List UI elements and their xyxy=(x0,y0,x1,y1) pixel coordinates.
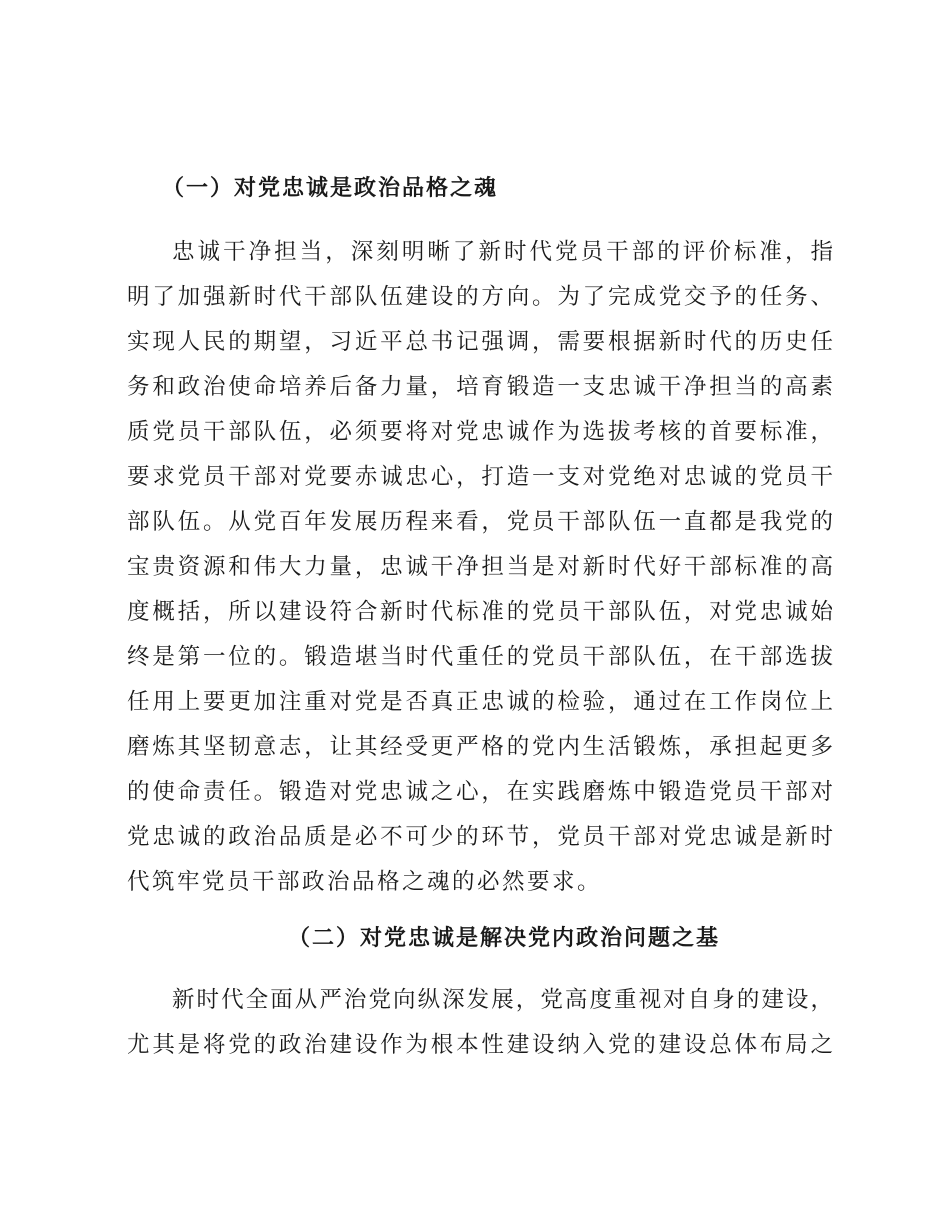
paragraph-line: 的使命责任。锻造对党忠诚之心，在实践磨炼中锻造党员干部对 xyxy=(127,779,833,805)
paragraph-line: 党忠诚的政治品质是必不可少的环节，党员干部对党忠诚是新时 xyxy=(127,824,833,850)
section-heading-2: （二）对党忠诚是解决党内政治问题之基 xyxy=(288,925,721,951)
paragraph-line: 度概括，所以建设符合新时代标准的党员干部队伍，对党忠诚始 xyxy=(127,599,833,625)
paragraph-line: 代筑牢党员干部政治品格之魂的必然要求。 xyxy=(127,869,603,895)
paragraph-line: 尤其是将党的政治建设作为根本性建设纳入党的建设总体布局之 xyxy=(127,1032,833,1058)
paragraph-line: 质党员干部队伍，必须要将对党忠诚作为选拔考核的首要标准， xyxy=(127,419,833,445)
paragraph-line: 实现人民的期望，习近平总书记强调，需要根据新时代的历史任 xyxy=(127,329,833,355)
paragraph-line: 明了加强新时代干部队伍建设的方向。为了完成党交予的任务、 xyxy=(127,284,833,310)
section-heading-1: （一）对党忠诚是政治品格之魂 xyxy=(162,175,499,201)
paragraph-line: 要求党员干部对党要赤诚忠心，打造一支对党绝对忠诚的党员干 xyxy=(127,464,833,490)
paragraph-line: 新时代全面从严治党向纵深发展，党高度重视对自身的建设， xyxy=(172,987,833,1013)
paragraph-line: 磨炼其坚韧意志，让其经受更严格的党内生活锻炼，承担起更多 xyxy=(127,734,833,760)
paragraph-line: 任用上要更加注重对党是否真正忠诚的检验，通过在工作岗位上 xyxy=(127,689,833,715)
paragraph-line: 部队伍。从党百年发展历程来看，党员干部队伍一直都是我党的 xyxy=(127,509,833,535)
paragraph-line: 忠诚干净担当，深刻明晰了新时代党员干部的评价标准，指 xyxy=(172,239,833,265)
paragraph-line: 务和政治使命培养后备力量，培育锻造一支忠诚干净担当的高素 xyxy=(127,374,833,400)
paragraph-line: 宝贵资源和伟大力量，忠诚干净担当是对新时代好干部标准的高 xyxy=(127,554,833,580)
paragraph-line: 终是第一位的。锻造堪当时代重任的党员干部队伍，在干部选拔 xyxy=(127,644,833,670)
